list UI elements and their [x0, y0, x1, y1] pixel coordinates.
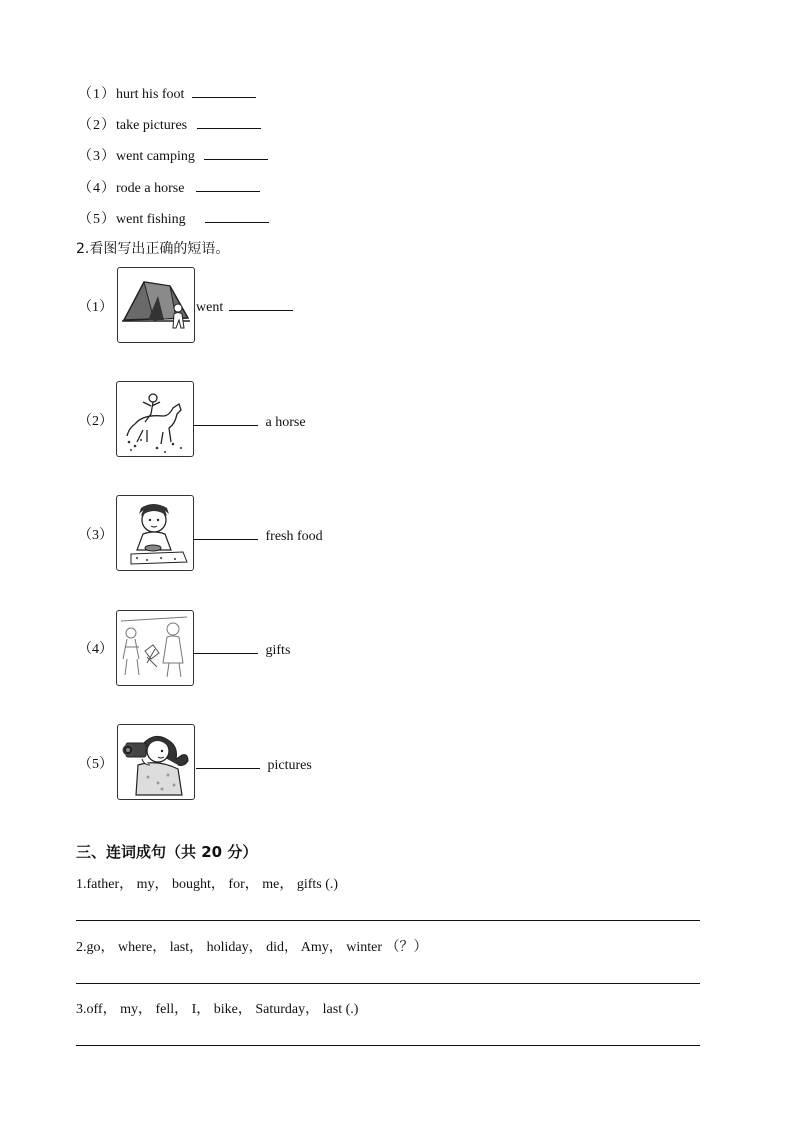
picture-item-1-answer — [196, 297, 293, 316]
phrase-text: hurt his foot — [116, 87, 185, 102]
answer-line-3[interactable] — [76, 1045, 700, 1046]
girl-camera-icon — [117, 724, 195, 800]
picture-item-3-answer — [194, 526, 323, 545]
phrase-item-2 — [78, 114, 261, 134]
scrambled-sentence-3: 3.off， my， fell， I， bike， Saturday， last (.) — [76, 1002, 359, 1017]
answer-blank[interactable] — [204, 146, 268, 160]
item-number: （1） — [78, 87, 116, 102]
picture-item-4-answer — [194, 640, 290, 659]
answer-line-2[interactable] — [76, 983, 700, 984]
picture-item-3-number: （3） — [78, 528, 113, 543]
tent-camping-icon — [117, 267, 195, 343]
answer-blank[interactable] — [196, 178, 260, 192]
phrase-suffix: gifts — [265, 643, 291, 658]
answer-blank[interactable] — [205, 209, 269, 223]
scrambled-sentence-1: 1.father， my， bought， for， me， gifts (.) — [76, 877, 339, 892]
answer-blank[interactable] — [229, 297, 293, 311]
answer-blank[interactable] — [192, 84, 256, 98]
answer-line-1[interactable] — [76, 920, 700, 921]
people-gifts-icon — [116, 610, 194, 686]
answer-blank[interactable] — [196, 755, 260, 769]
horse-rider-icon — [116, 381, 194, 457]
scrambled-sentence-2: 2.go， where， last， holiday， did， Amy， winter （？） — [76, 940, 428, 955]
item-number: （3） — [78, 149, 116, 164]
section-2-title: 2.看图写出正确的短语。 — [76, 241, 230, 257]
phrase-item-1 — [78, 83, 256, 103]
picture-item-2-answer — [194, 412, 306, 431]
phrase-suffix: fresh food — [265, 529, 323, 544]
picture-item-4-number: （4） — [78, 642, 113, 657]
phrase-suffix: a horse — [265, 415, 306, 430]
phrase-prefix: went — [196, 300, 224, 315]
section-3-title: 三、连词成句（共 20 分） — [76, 843, 258, 861]
picture-item-1-number: （1） — [78, 300, 113, 315]
answer-blank[interactable] — [194, 412, 258, 426]
phrase-text: went fishing — [116, 212, 186, 227]
phrase-text: take pictures — [116, 118, 188, 133]
phrase-text: rode a horse — [116, 181, 185, 196]
answer-blank[interactable] — [197, 115, 261, 129]
answer-blank[interactable] — [194, 640, 258, 654]
phrase-item-5 — [78, 208, 269, 228]
item-number: （4） — [78, 181, 116, 196]
phrase-item-3 — [78, 145, 268, 165]
phrase-text: went camping — [116, 149, 195, 164]
boy-eating-icon — [116, 495, 194, 571]
phrase-suffix: pictures — [267, 758, 312, 773]
phrase-item-4 — [78, 177, 260, 197]
answer-blank[interactable] — [194, 526, 258, 540]
picture-item-5-number: （5） — [78, 757, 113, 772]
picture-item-2-number: （2） — [78, 414, 113, 429]
item-number: （5） — [78, 212, 116, 227]
picture-item-5-answer — [196, 755, 312, 774]
item-number: （2） — [78, 118, 116, 133]
